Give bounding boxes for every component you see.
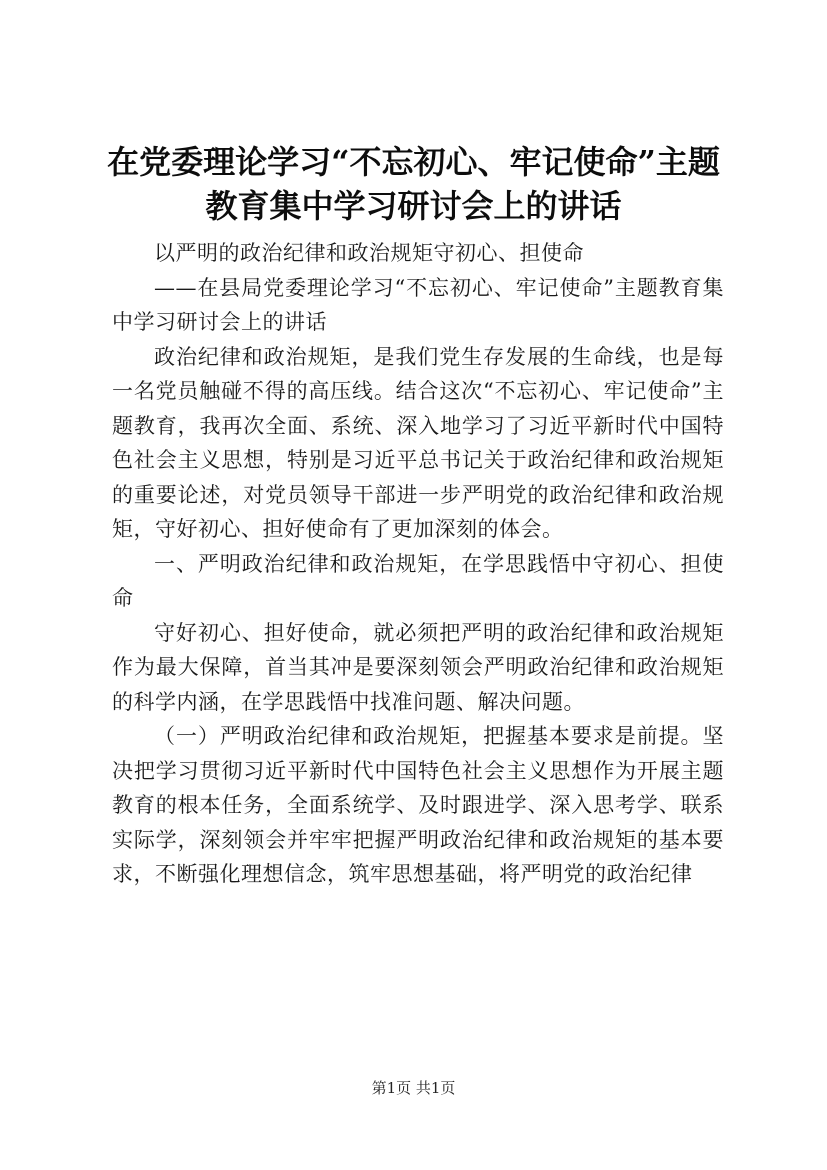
document-title xyxy=(90,140,737,228)
subtitle-note: ——在县局党委理论学习“不忘初心、牢记使命”主题教育集中学习研讨会上的讲话 xyxy=(112,275,724,334)
title-line-2: 教育集中学习研讨会上的讲话 xyxy=(205,187,622,225)
subtitle: 以严明的政治纪律和政治规矩守初心、担使命 xyxy=(154,241,584,265)
section-heading-1: 一、严明政治纪律和政治规矩，在学思践悟中守初心、担使命 xyxy=(112,551,724,610)
document-body xyxy=(112,236,724,892)
paragraph-section-1: 守好初心、担好使命，就必须把严明的政治纪律和政治规矩作为最大保障，首当其冲是要深刻领会严明政治纪律和政治规矩的科学内涵，在学思践悟中找准问题、解决问题。 xyxy=(112,620,724,714)
paragraph-intro: 政治纪律和政治规矩，是我们党生存发展的生命线，也是每一名党员触碰不得的高压线。结合这次“不忘初心、牢记使命”主题教育，我再次全面、系统、深入地学习了习近平新时代中国特色社会主义思想，特别是习近平总书记关于政治纪律和政治规矩的重要论述，对党员领导干部进一步严明党的政治纪律和政治规矩，守好初心、担好使命有了更加深刻的体会。 xyxy=(112,344,724,541)
title-line-1: 在党委理论学习“不忘初心、牢记使命”主题 xyxy=(107,143,720,181)
page-footer: 第1页 共1页 xyxy=(371,1079,456,1097)
paragraph-subsection-1: （一）严明政治纪律和政治规矩，把握基本要求是前提。坚决把学习贯彻习近平新时代中国特色社会主义思想作为开展主题教育的根本任务，全面系统学、及时跟进学、深入思考学、联系实际学，深刻领会并牢牢把握严明政治纪律和政治规矩的基本要求，不断强化理想信念，筑牢思想基础，将严明党的政治纪律 xyxy=(112,724,724,886)
